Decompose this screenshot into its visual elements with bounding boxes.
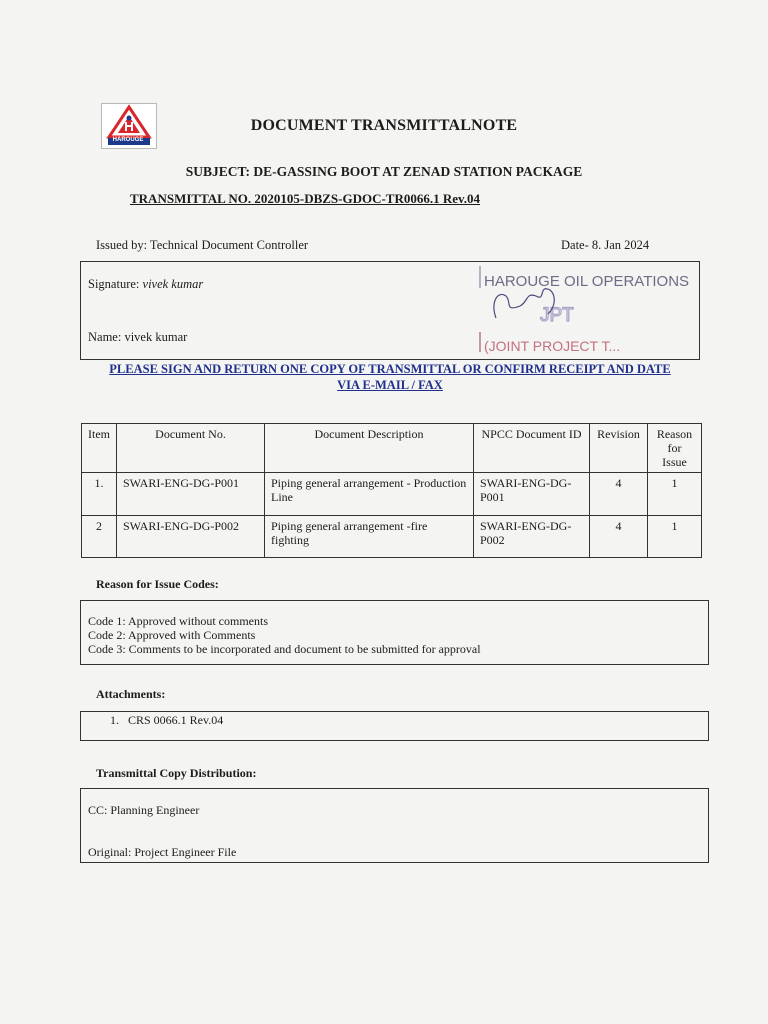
stamp-line-3: (JOINT PROJECT T... bbox=[484, 338, 621, 354]
notice-line-1: PLEASE SIGN AND RETURN ONE COPY OF TRANSMITTAL OR CONFIRM RECEIPT AND DATE bbox=[109, 362, 671, 376]
row-npcc-id: SWARI-ENG-DG-P001 bbox=[474, 473, 590, 516]
name-line: Name: vivek kumar bbox=[88, 330, 188, 344]
header-document-no: Document No. bbox=[117, 424, 265, 473]
distribution-heading: Transmittal Copy Distribution: bbox=[96, 766, 257, 780]
row-item: 1. bbox=[82, 473, 117, 516]
header-npcc-id: NPCC Document ID bbox=[474, 424, 590, 473]
distribution-original: Original: Project Engineer File bbox=[88, 845, 237, 859]
logo-text: HAROUGE bbox=[112, 137, 144, 143]
row-document-no: SWARI-ENG-DG-P002 bbox=[117, 516, 265, 558]
row-revision: 4 bbox=[590, 473, 648, 516]
row-revision: 4 bbox=[590, 516, 648, 558]
attachments-heading: Attachments: bbox=[96, 687, 166, 701]
table-header-row bbox=[82, 424, 702, 473]
signature-label: Signature: bbox=[88, 277, 143, 291]
header-reason: Reason for Issue bbox=[648, 424, 702, 473]
transmittal-number: TRANSMITTAL NO. 2020105-DBZS-GDOC-TR0066.1 Rev.04 bbox=[130, 191, 481, 206]
row-description: Piping general arrangement -fire fighting bbox=[265, 516, 474, 558]
row-reason: 1 bbox=[648, 473, 702, 516]
table-row bbox=[82, 516, 702, 558]
reason-codes-heading: Reason for Issue Codes: bbox=[96, 577, 219, 591]
attachment-item: 1. CRS 0066.1 Rev.04 bbox=[110, 713, 224, 727]
header-description: Document Description bbox=[265, 424, 474, 473]
signature-line bbox=[88, 277, 203, 292]
row-npcc-id: SWARI-ENG-DG-P002 bbox=[474, 516, 590, 558]
header-revision: Revision bbox=[590, 424, 648, 473]
distribution-cc: CC: Planning Engineer bbox=[88, 803, 200, 817]
row-document-no: SWARI-ENG-DG-P001 bbox=[117, 473, 265, 516]
row-reason: 1 bbox=[648, 516, 702, 558]
row-item: 2 bbox=[82, 516, 117, 558]
stamp-icon bbox=[476, 262, 696, 357]
return-notice bbox=[80, 361, 700, 393]
table-row bbox=[82, 473, 702, 516]
stamp-line-1: HAROUGE OIL OPERATIONS bbox=[484, 273, 690, 290]
code-line: Code 2: Approved with Comments bbox=[88, 628, 256, 642]
signature-value: vivek kumar bbox=[142, 277, 204, 291]
notice-line-2: VIA E-MAIL / FAX bbox=[337, 378, 443, 392]
approval-stamp bbox=[476, 262, 696, 357]
document-title: DOCUMENT TRANSMITTALNOTE bbox=[250, 117, 518, 134]
issued-by: Issued by: Technical Document Controller bbox=[96, 238, 309, 252]
issue-date: Date- 8. Jan 2024 bbox=[561, 238, 650, 252]
code-line: Code 1: Approved without comments bbox=[88, 614, 268, 628]
code-line: Code 3: Comments to be incorporated and document to be submitted for approval bbox=[88, 642, 481, 656]
stamp-line-2: JPT bbox=[540, 305, 574, 326]
document-table bbox=[81, 423, 702, 558]
row-description: Piping general arrangement - Production Line bbox=[265, 473, 474, 516]
header-item: Item bbox=[82, 424, 117, 473]
subject-line: SUBJECT: DE-GASSING BOOT AT ZENAD STATION PACKAGE bbox=[185, 164, 583, 179]
